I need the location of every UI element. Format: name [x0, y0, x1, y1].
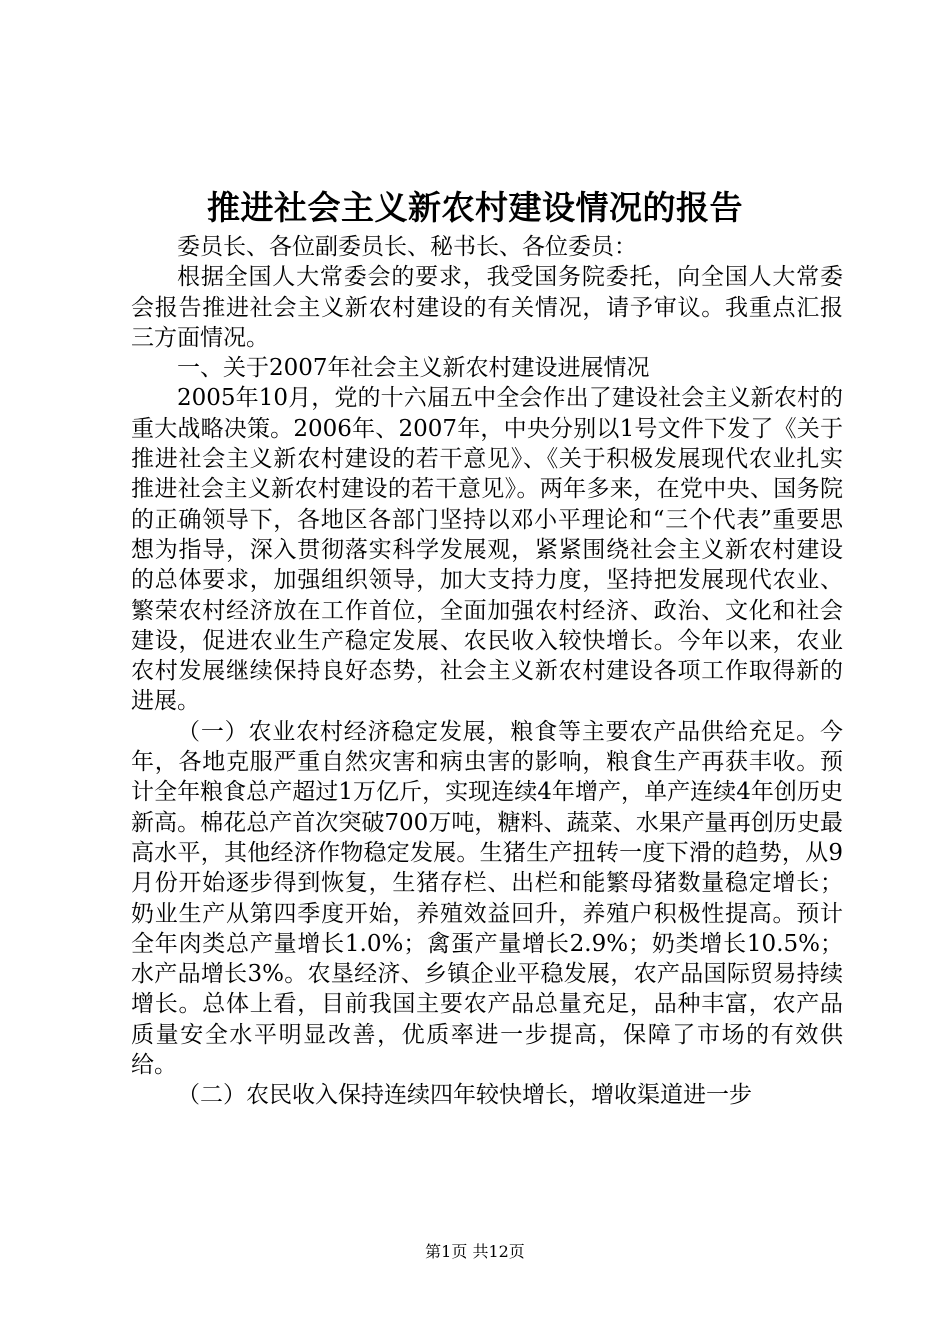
document-body [131, 232, 843, 1111]
body-paragraph: 2005年10月，党的十六届五中全会作出了建设社会主义新农村的重大战略决策。2006年、2007年，中央分别以1号文件下发了《关于推进社会主义新农村建设的若干意见》、《关于积极发展现代农业扎实推进社会主义新农村建设的若干意见》。两年多来，在党中央、国务院的正确领导下，各地区各部门坚持以邓小平理论和“三个代表”重要思想为指导，深入贯彻落实科学发展观，紧紧围绕社会主义新农村建设的总体要求，加强组织领导，加大支持力度，坚持把发展现代农业、繁荣农村经济放在工作首位，全面加强农村经济、政治、文化和社会建设，促进农业生产稳定发展、农民收入较快增长。今年以来，农业农村发展继续保持良好态势，社会主义新农村建设各项工作取得新的进展。 [131, 385, 843, 715]
section-heading: 一、关于2007年社会主义新农村建设进展情况 [177, 355, 650, 382]
document-title: 推进社会主义新农村建设情况的报告 [207, 188, 743, 227]
body-paragraph: （二）农民收入保持连续四年较快增长，增收渠道进一步 [177, 1082, 752, 1109]
body-paragraph: （一）农业农村经济稳定发展，粮食等主要农产品供给充足。今年，各地克服严重自然灾害和病虫害的影响，粮食生产再获丰收。预计全年粮食总产超过1万亿斤，实现连续4年增产，单产连续4年创历史新高。棉花总产首次突破700万吨，糖料、蔬菜、水果产量再创历史最高水平，其他经济作物稳定发展。生猪生产扭转一度下滑的趋势，从9月份开始逐步得到恢复，生猪存栏、出栏和能繁母猪数量稳定增长；奶业生产从第四季度开始，养殖效益回升，养殖户积极性提高。预计全年肉类总产量增长1.0%；禽蛋产量增长2.9%；奶类增长10.5%；水产品增长3%。农垦经济、乡镇企业平稳发展，农产品国际贸易持续增长。总体上看，目前我国主要农产品总量充足，品种丰富，农产品质量安全水平明显改善，优质率进一步提高，保障了市场的有效供给。 [131, 718, 843, 1079]
page-number-footer: 第1页 共12页 [425, 1242, 525, 1261]
intro-paragraph: 根据全国人大常委会的要求，我受国务院委托，向全国人大常委会报告推进社会主义新农村建设的有关情况，请予审议。我重点汇报三方面情况。 [131, 264, 843, 351]
salutation-paragraph: 委员长、各位副委员长、秘书长、各位委员： [177, 234, 637, 260]
